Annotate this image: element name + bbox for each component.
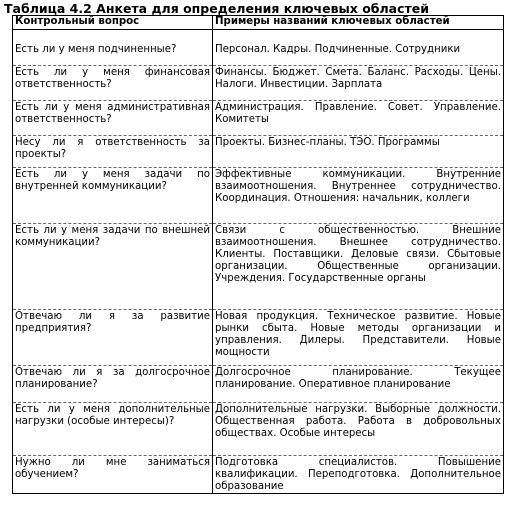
table-row xyxy=(13,66,504,101)
examples-cell: Связи с общественностью. Внешние взаимоотношения. Внешнее сотрудничество. Клиенты. Поставщики. Деловые связи. Сбытовые организации. Общественные организации. Учреждения. Государственные органы xyxy=(213,224,504,310)
question-cell: Есть ли у меня задачи по внешней коммуникации? xyxy=(13,224,213,310)
question-cell: Есть ли у меня подчиненные? xyxy=(13,30,213,66)
question-cell: Отвечаю ли я за развитие предприятия? xyxy=(13,310,213,366)
question-cell: Нужно ли мне заниматься обучением? xyxy=(13,456,213,494)
question-cell: Есть ли у меня задачи по внутренней коммуникации? xyxy=(13,168,213,224)
examples-cell: Дополнительные нагрузки. Выборные должности. Общественная работа. Работа в добровольных обществах. Особые интересы xyxy=(213,403,504,456)
table-header-row xyxy=(13,16,504,30)
table-title: Таблица 4.2 Анкета для определения ключевых областей xyxy=(4,1,429,16)
table-row xyxy=(13,224,504,310)
question-cell: Несу ли я ответственность за проекты? xyxy=(13,136,213,168)
examples-cell: Эффективные коммуникации. Внутренние взаимоотношения. Внутреннее сотрудничество. Координация. Отношения: начальник, коллеги xyxy=(213,168,504,224)
table-row xyxy=(13,30,504,66)
question-cell: Есть ли у меня дополнительные нагрузки (особые интересы)? xyxy=(13,403,213,456)
table-row xyxy=(13,168,504,224)
examples-cell: Проекты. Бизнес-планы. ТЭО. Программы xyxy=(213,136,504,168)
table-row xyxy=(13,101,504,136)
question-cell: Есть ли у меня финансовая ответственность? xyxy=(13,66,213,101)
table-row xyxy=(13,310,504,366)
examples-cell: Администрация. Правление. Совет. Управление. Комитеты xyxy=(213,101,504,136)
question-cell: Есть ли у меня административная ответственность? xyxy=(13,101,213,136)
examples-cell: Долгосрочное планирование. Текущее планирование. Оперативное планирование xyxy=(213,366,504,403)
table-row xyxy=(13,456,504,494)
examples-cell: Персонал. Кадры. Подчиненные. Сотрудники xyxy=(213,30,504,66)
table-row xyxy=(13,403,504,456)
examples-cell: Новая продукция. Техническое развитие. Новые рынки сбыта. Новые методы организации и управления. Дилеры. Представители. Новые мощности xyxy=(213,310,504,366)
examples-cell: Подготовка специалистов. Повышение квалификации. Переподготовка. Дополнительное образование xyxy=(213,456,504,494)
table-row xyxy=(13,136,504,168)
table-row xyxy=(13,366,504,403)
header-control-question: Контрольный вопрос xyxy=(13,16,213,30)
header-key-area-examples: Примеры названий ключевых областей xyxy=(213,16,504,30)
examples-cell: Финансы. Бюджет. Смета. Баланс. Расходы. Цены. Налоги. Инвестиции. Зарплата xyxy=(213,66,504,101)
key-areas-table xyxy=(12,15,504,494)
question-cell: Отвечаю ли я за долгосрочное планирование? xyxy=(13,366,213,403)
